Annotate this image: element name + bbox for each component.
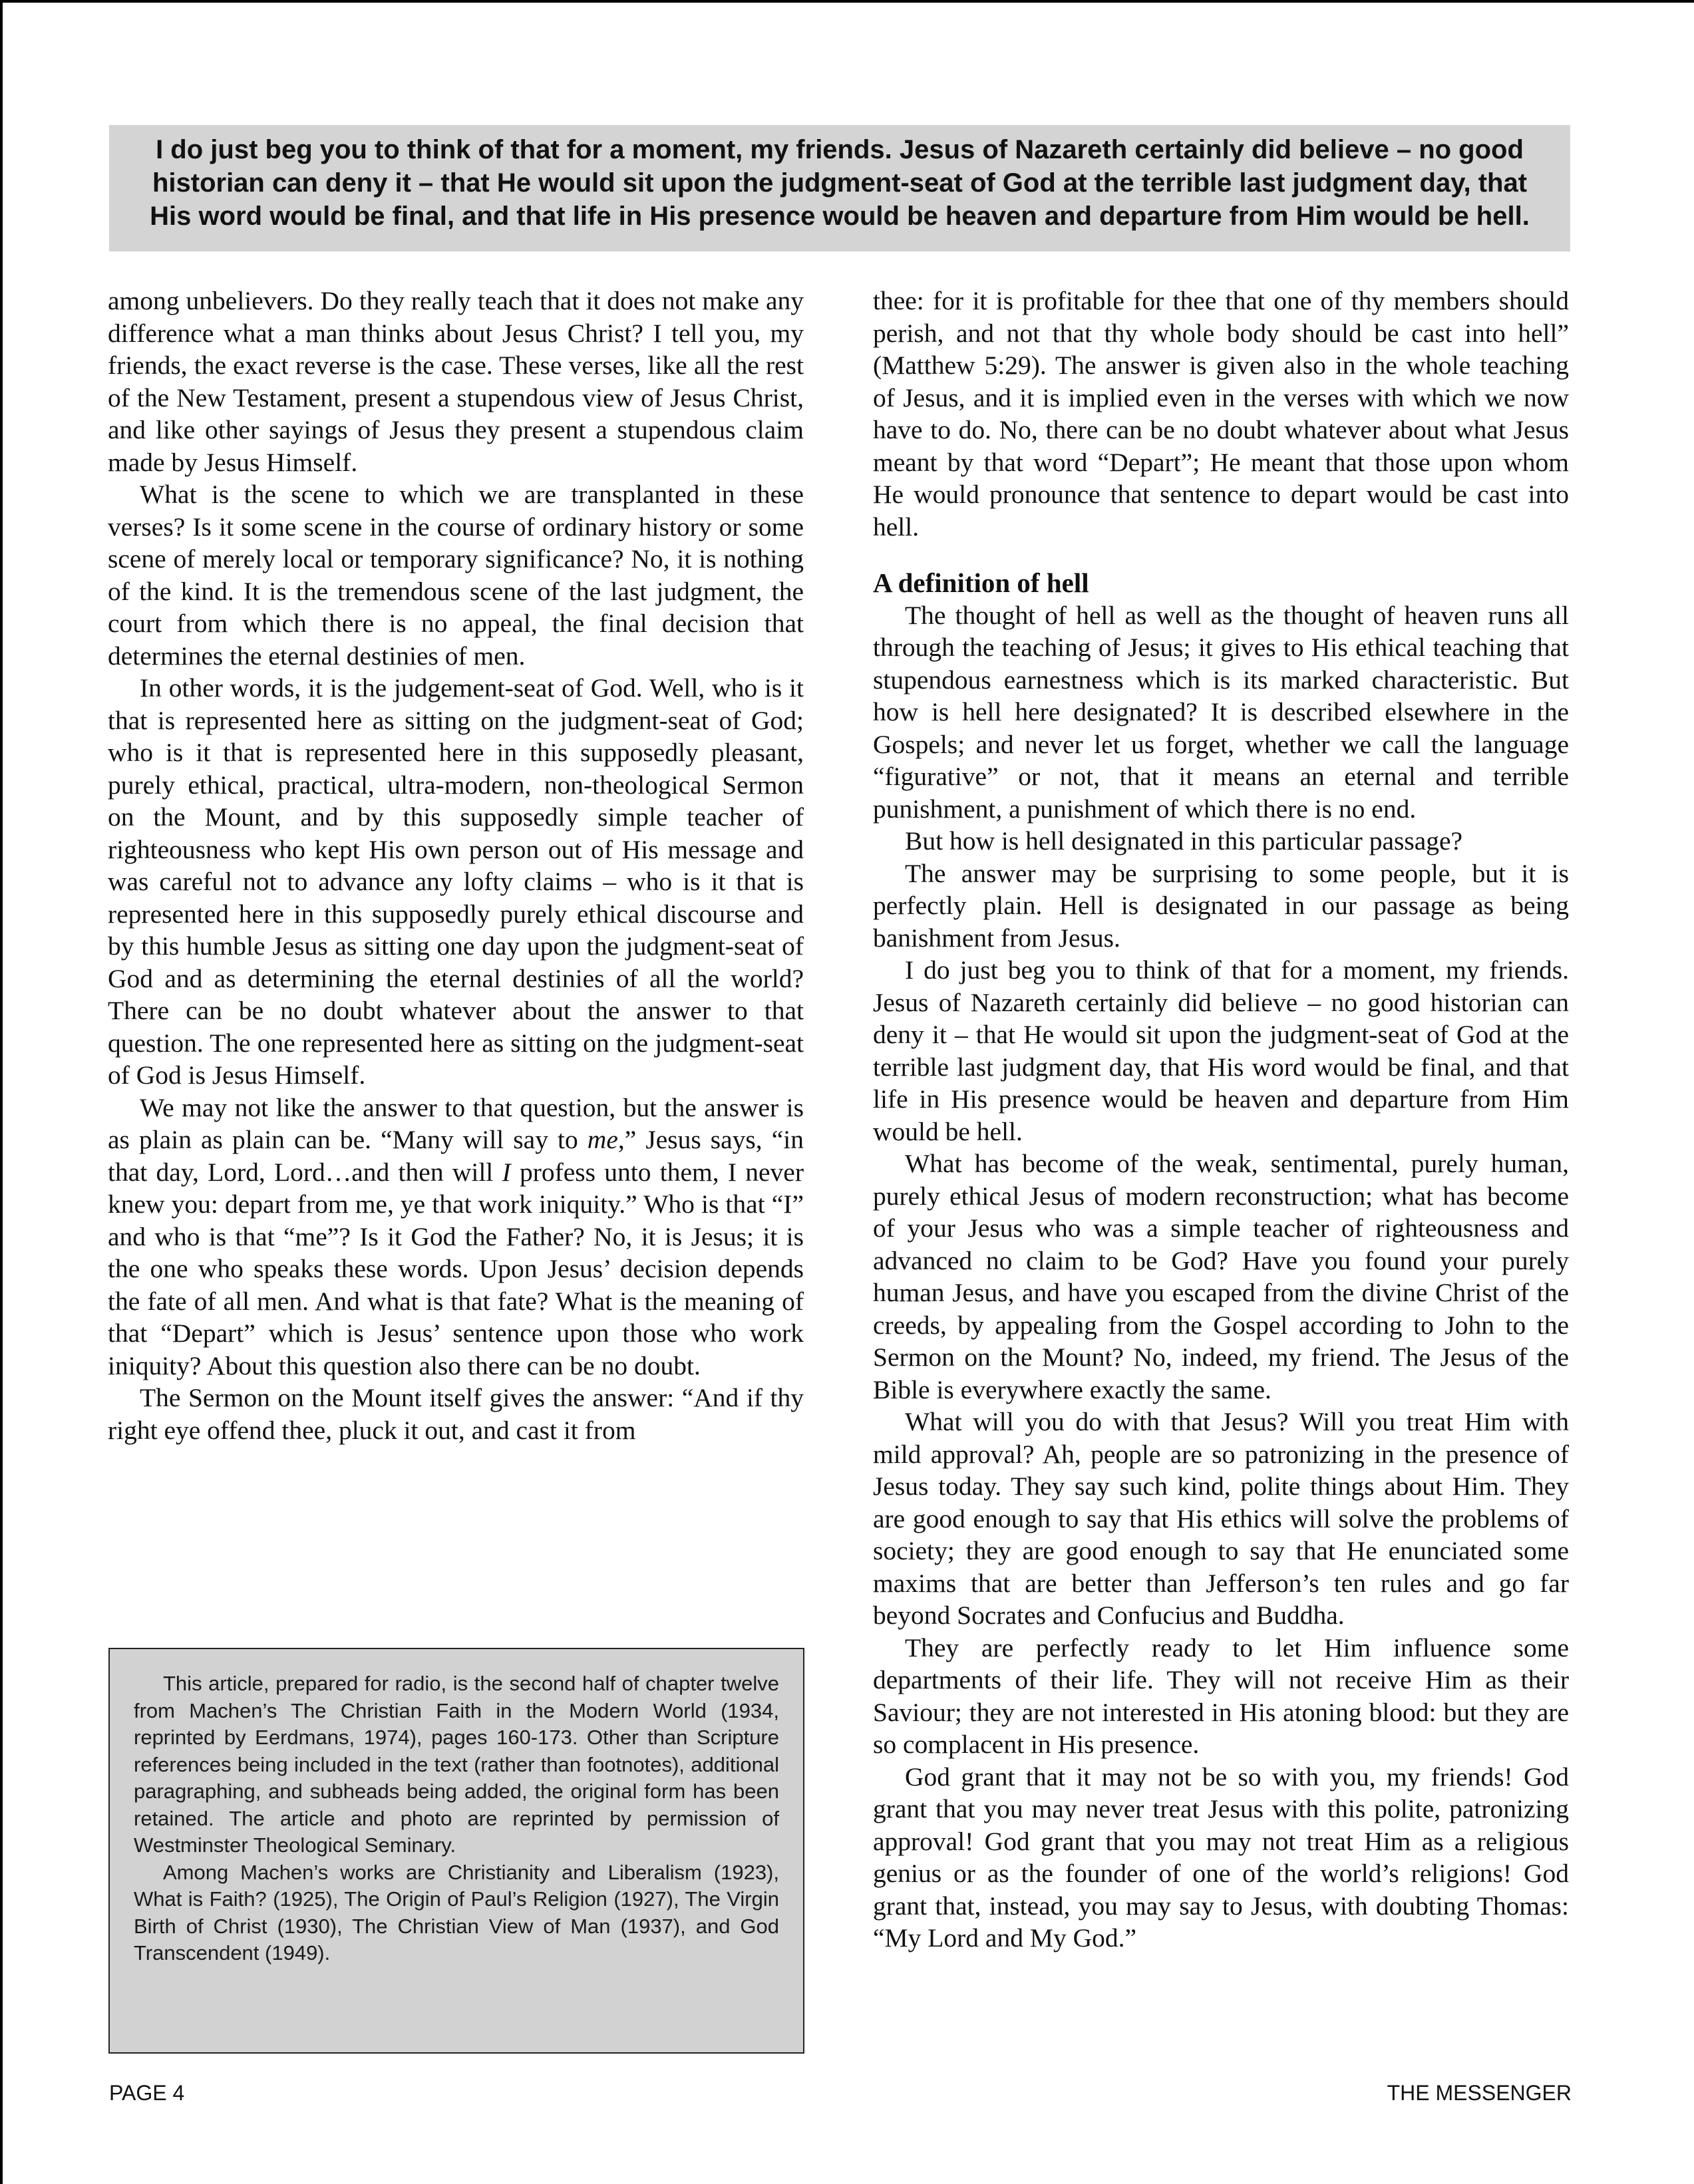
right-paragraph-5: I do just beg you to think of that for a moment, my friends. Jesus of Nazareth certainly did believe – no good historian can deny it – that He would sit upon the judgment-seat of God at the terrible last judgment day, that His word would be final, and that life in His presence would be heaven and departure from Him would be hell. bbox=[873, 955, 1569, 1146]
right-paragraph-6: What has become of the weak, sentimental, purely human, purely ethical Jesus of modern reconstruction; what has become of your Jesus who was a simple teacher of righteousness and advanced no claim to be God? Have you found your purely human Jesus, and have you escaped from the divine Christ of the creeds, by appealing from the Gospel according to John to the Sermon on the Mount? No, indeed, my friend. The Jesus of the Bible is everywhere exactly the same. bbox=[873, 1149, 1569, 1404]
right-paragraph-8: They are perfectly ready to let Him influence some departments of their life. They will not receive Him as their Saviour; they are not interested in His atoning blood: but they are so complacent in His presence. bbox=[873, 1633, 1569, 1759]
emphasis-me: me bbox=[587, 1125, 618, 1154]
page-border-top bbox=[0, 0, 1694, 3]
author-note-box bbox=[108, 1648, 804, 2054]
paragraph-text: We may not like the answer to that question, but the answer is as plain as plain can be. “Many will say to bbox=[108, 1092, 804, 1154]
page-border-left bbox=[0, 0, 3, 2184]
right-paragraph-4: The answer may be surprising to some people, but it is perfectly plain. Hell is designated in our passage as being banishment from Jesus. bbox=[873, 858, 1569, 953]
right-column bbox=[873, 285, 1569, 1954]
pull-quote: I do just beg you to think of that for a moment, my friends. Jesus of Nazareth certainly did believe – no good historian can deny it – that He would sit upon the judgment-seat of God at the terrible last judgment day, that His word would be final, and that life in His presence would be heaven and departure from Him would be hell. bbox=[109, 125, 1570, 251]
right-paragraph-2: The thought of hell as well as the thought of heaven runs all through the teaching of Jesus; it gives to His ethical teaching that stupendous earnestness which is its marked characteristic. But how is hell here designated? It is described elsewhere in the Gospels; and never let us forget, whether we call the language “figurative” or not, that it means an eternal and terrible punishment, a punishment of which there is no end. bbox=[873, 600, 1569, 824]
right-paragraph-9: God grant that it may not be so with you, my friends! God grant that you may never treat Jesus with this polite, patronizing approval! God grant that you may not treat Him as a religious genius or as the founder of one of the world’s religions! God grant that, instead, you may say to Jesus, with doubting Thomas: “My Lord and My God.” bbox=[873, 1762, 1569, 1952]
author-note-paragraph-1: This article, prepared for radio, is the second half of chapter twelve from Machen’s The Christian Faith in the Modern World (1934, reprinted by Eerdmans, 1974), pages 160-173. Other than Scripture references being included in the text (rather than footnotes), additional paragraphing, and subheads being added, the original form has been retained. The article and photo are reprinted by permission of Westminster Theological Seminary. bbox=[134, 1672, 779, 1857]
emphasis-i: I bbox=[502, 1157, 511, 1187]
author-note-paragraph-2: Among Machen’s works are Christianity and Liberalism (1923), What is Faith? (1925), The Origin of Paul’s Religion (1927), The Virgin Birth of Christ (1930), The Christian View of Man (1937), and God Transcendent (1949). bbox=[134, 1860, 779, 1964]
section-heading: A definition of hell bbox=[873, 567, 1089, 598]
right-paragraph-1: thee: for it is profitable for thee that one of thy members should perish, and not that thy whole body should be cast into hell” (Matthew 5:29). The answer is given also in the whole teaching of Jesus, and it is implied even in the verses with which we now have to do. No, there can be no doubt whatever about what Jesus meant by that word “Depart”; He meant that those upon whom He would pronounce that sentence to depart would be cast into hell. bbox=[873, 286, 1569, 542]
right-paragraph-7: What will you do with that Jesus? Will you treat Him with mild approval? Ah, people are so patronizing in the presence of Jesus today. They say such kind, polite things about Him. They are good enough to say that His ethics will solve the problems of society; they are good enough to say that He enunciated some maxims that are better than Jefferson’s ten rules and go far beyond Socrates and Confucius and Buddha. bbox=[873, 1407, 1569, 1630]
paragraph-text: profess unto them, I never knew you: depart from me, ye that work iniquity.” Who is that “I” and who is that “me”? Is it God the Father? No, it is Jesus; it is the one who speaks these words. Upon Jesus’ decision depends the fate of all men. And what is that fate? What is the meaning of that “Depart” which is Jesus’ sentence upon those who work iniquity? About this question also there can be no doubt. bbox=[108, 1157, 804, 1380]
left-paragraph-3: In other words, it is the judgement-seat of God. Well, who is it that is represented here as sitting on the judgment-seat of God; who is it that is represented here in this supposedly pleasant, purely ethical, practical, ultra-modern, non-theological Sermon on the Mount, and by this supposedly simple teacher of righteousness who kept His own person out of His message and was careful not to advance any lofty claims – who is it that is represented here in this supposedly purely ethical discourse and by this humble Jesus as sitting one day upon the judgment-seat of God and as determining the eternal destinies of all the world? There can be no doubt whatever about the answer to that question. The one represented here as sitting on the judgment-seat of God is Jesus Himself. bbox=[108, 673, 804, 1090]
page-number: PAGE 4 bbox=[109, 2081, 185, 2105]
right-paragraph-3: But how is hell designated in this particular passage? bbox=[905, 826, 1463, 856]
paragraph-text: ,” Jesus says, “in that day, Lord, Lord…and then will bbox=[108, 1125, 804, 1187]
left-column bbox=[108, 285, 804, 1446]
left-paragraph-1: among unbelievers. Do they really teach that it does not make any difference what a man thinks about Jesus Christ? I tell you, my friends, the exact reverse is the case. These verses, like all the rest of the New Testament, present a stupendous view of Jesus Christ, and like other sayings of Jesus they present a stupendous claim made by Jesus Himself. bbox=[108, 286, 804, 477]
publication-name: THE MESSENGER bbox=[1387, 2081, 1572, 2105]
left-paragraph-5: The Sermon on the Mount itself gives the answer: “And if thy right eye offend thee, pluck it out, and cast it from bbox=[108, 1383, 804, 1445]
left-paragraph-2: What is the scene to which we are transplanted in these verses? Is it some scene in the course of ordinary history or some scene of merely local or temporary significance? No, it is nothing of the kind. It is the tremendous scene of the last judgment, the court from which there is no appeal, the final decision that determines the eternal destinies of men. bbox=[108, 480, 804, 671]
left-paragraph-4 bbox=[108, 1092, 804, 1382]
